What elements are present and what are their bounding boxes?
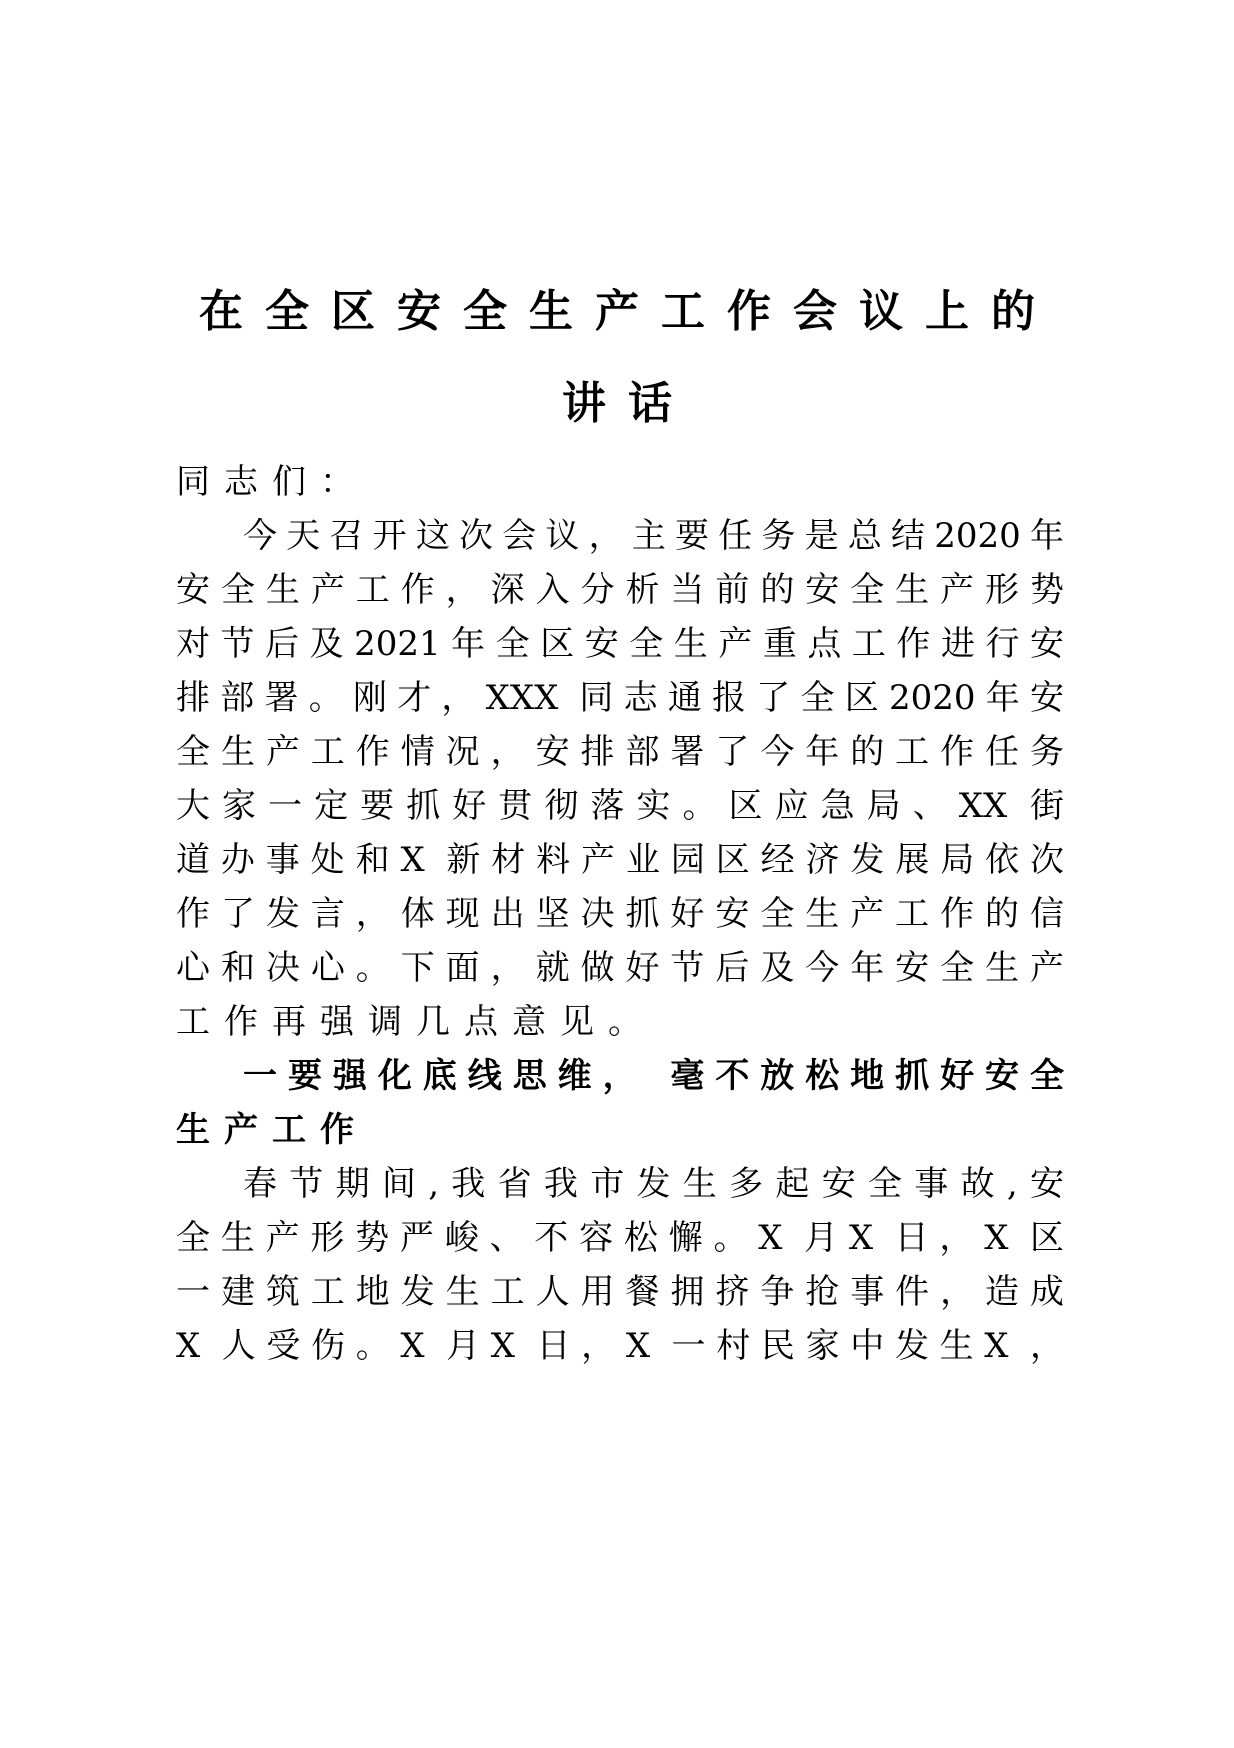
paragraph-line: 春节期间,我省我市发生多起安全事故,安 <box>243 1164 1064 1204</box>
paragraph-line: 道办事处和X 新材料产业园区经济发展局依次 <box>176 840 1064 880</box>
paragraph-line: 大家一定要抓好贯彻落实。区应急局、XX 街 <box>176 786 1064 826</box>
paragraph-line: 心和决心。下面，就做好节后及今年安全生产 <box>176 948 1064 988</box>
section-heading-line: 生产工作 <box>176 1110 368 1150</box>
paragraph-line: 今天召开这次会议，主要任务是总结2020年 <box>243 516 1064 556</box>
paragraph-line: 对节后及2021年全区安全生产重点工作进行安 <box>176 624 1064 664</box>
paragraph-line: 一建筑工地发生工人用餐拥挤争抢事件，造成 <box>176 1272 1064 1312</box>
paragraph-line: 作了发言，体现出坚决抓好安全生产工作的信 <box>176 894 1064 934</box>
document-title-line-2: 讲话 <box>562 378 694 429</box>
paragraph-line: 安全生产工作，深入分析当前的安全生产形势 <box>176 570 1064 610</box>
paragraph-line: 全生产形势严峻、不容松懈。X 月X 日，X 区 <box>176 1218 1064 1258</box>
paragraph-line: 工作再强调几点意见。 <box>176 1002 656 1042</box>
document-title-line-1: 在全区安全生产工作会议上的 <box>199 286 1057 337</box>
salutation: 同志们： <box>176 462 368 502</box>
paragraph-line: X 人受伤。X 月X 日，X 一村民家中发生X ， <box>176 1326 1064 1366</box>
paragraph-line: 全生产工作情况，安排部署了今年的工作任务 <box>176 732 1064 772</box>
paragraph-line: 排部署。刚才，XXX 同志通报了全区2020年安 <box>176 678 1064 718</box>
section-heading-line: 一要强化底线思维， 毫不放松地抓好安全 <box>243 1056 1064 1096</box>
